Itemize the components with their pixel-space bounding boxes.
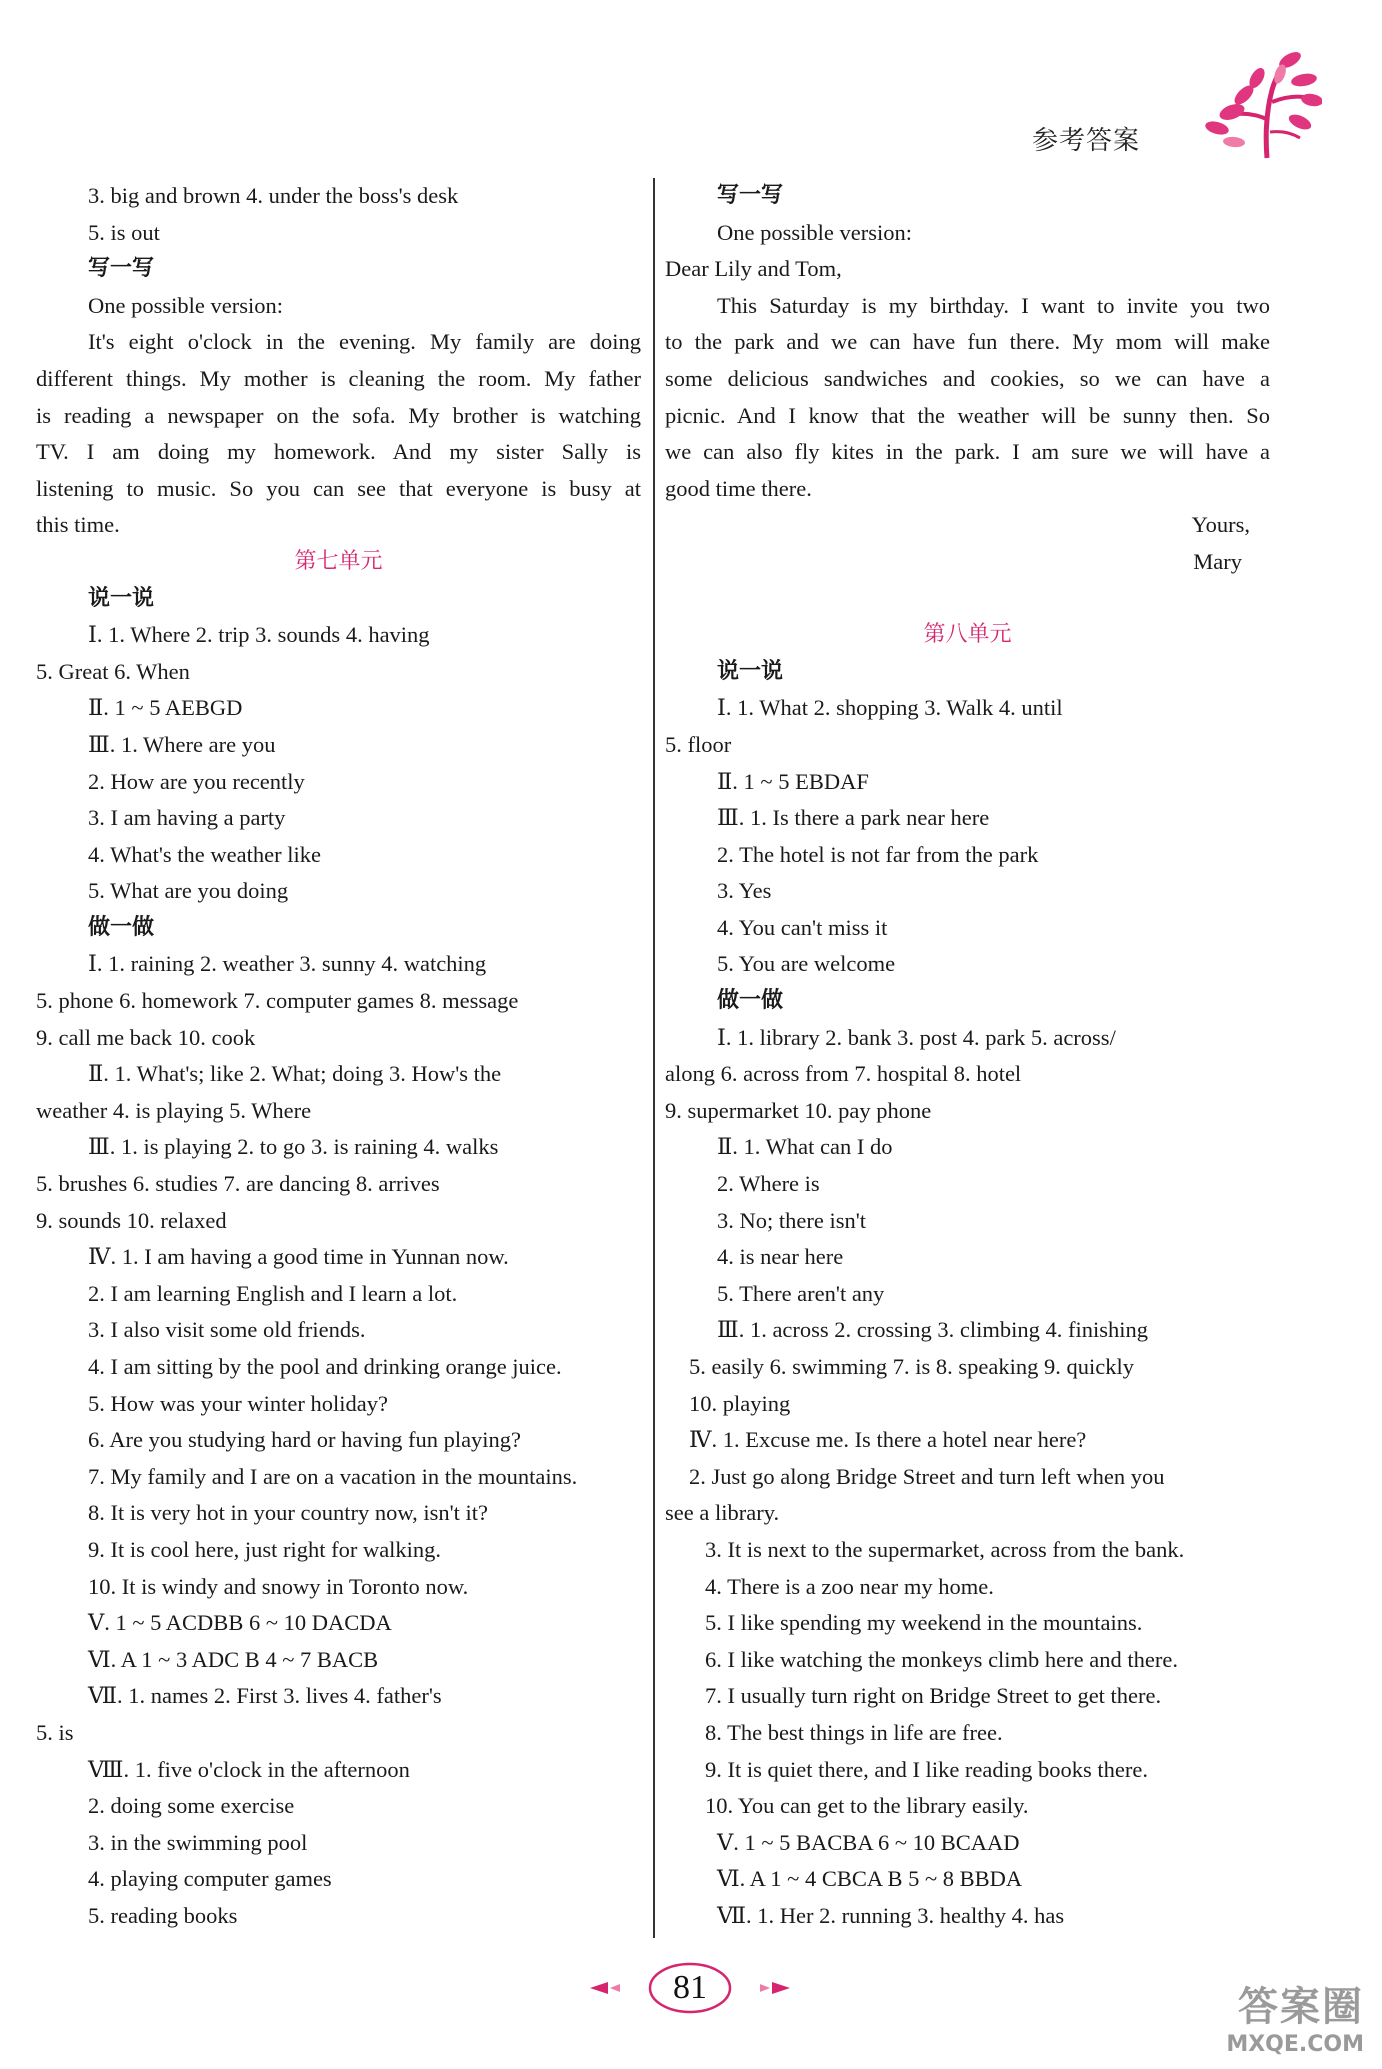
answer-line: 5. There aren't any (717, 1280, 885, 1306)
answer-line: Ⅰ. 1. library 2. bank 3. post 4. park 5. across/ (717, 1024, 1116, 1050)
paragraph-line: picnic. And I know that the weather will be sunny then. So (665, 402, 1270, 428)
answer-line: 4. playing computer games (88, 1866, 332, 1892)
answer-line: 4. There is a zoo near my home. (705, 1573, 994, 1599)
answer-line: 2. Just go along Bridge Street and turn left when you (689, 1463, 1165, 1489)
answer-line: Ⅲ. 1. Is there a park near here (717, 805, 990, 831)
answer-line: Ⅲ. 1. Where are you (88, 731, 276, 757)
answer-line: 3. I am having a party (88, 805, 286, 831)
page-number (580, 1960, 800, 2016)
answer-line: Ⅴ. 1 ~ 5 BACBA 6 ~ 10 BCAAD (717, 1829, 1020, 1855)
watermark-url: MXQE.COM (1226, 2032, 1364, 2057)
answer-line: 10. playing (689, 1390, 791, 1416)
answer-line: 3. in the swimming pool (88, 1829, 308, 1855)
answer-line: 4. What's the weather like (88, 841, 321, 867)
watermark (1226, 1975, 1364, 2057)
answer-line: 5. is out (88, 219, 160, 245)
answer-line: Ⅰ. 1. raining 2. weather 3. sunny 4. watching (88, 951, 487, 977)
answer-line: see a library. (665, 1500, 780, 1526)
answer-line: 9. supermarket 10. pay phone (665, 1097, 932, 1123)
answer-line: 2. The hotel is not far from the park (717, 841, 1039, 867)
answer-line: 5. You are welcome (717, 951, 896, 977)
letter-signature: Mary (1193, 548, 1242, 574)
paragraph-line: This Saturday is my birthday. I want to invite you two (717, 292, 1270, 318)
answer-line: Ⅱ. 1. What's; like 2. What; doing 3. How's the (88, 1061, 502, 1087)
answer-line: 5. I like spending my weekend in the mountains. (705, 1610, 1143, 1636)
answer-line: 4. I am sitting by the pool and drinking orange juice. (88, 1354, 562, 1379)
answer-line: Ⅰ. 1. What 2. shopping 3. Walk 4. until (717, 695, 1063, 721)
answer-line: 9. It is quiet there, and I like reading books there. (705, 1756, 1148, 1782)
answer-line: 3. big and brown 4. under the boss's desk (88, 183, 459, 208)
letter-closing: Yours, (1191, 512, 1250, 538)
answer-line: Ⅲ. 1. is playing 2. to go 3. is raining 4. walks (88, 1134, 499, 1160)
paragraph-line: listening to music. So you can see that everyone is busy at (36, 475, 641, 501)
answer-line: Ⅰ. 1. Where 2. trip 3. sounds 4. having (88, 622, 430, 648)
paragraph-line: is reading a newspaper on the sofa. My brother is watching (36, 402, 641, 428)
answer-line: Ⅶ. 1. Her 2. running 3. healthy 4. has (717, 1902, 1065, 1928)
unit-title: 第八单元 (923, 622, 1012, 648)
paragraph-line: this time. (36, 512, 120, 538)
answer-line: 5. easily 6. swimming 7. is 8. speaking 9. quickly (689, 1354, 1134, 1379)
answer-line: 3. Yes (717, 878, 772, 904)
answer-line: 2. How are you recently (88, 768, 305, 794)
answer-line: 7. I usually turn right on Bridge Street to get there. (705, 1683, 1162, 1709)
answer-line: along 6. across from 7. hospital 8. hotel (665, 1061, 1022, 1087)
right-column (665, 178, 1270, 1935)
answer-line: 6. I like watching the monkeys climb here and there. (705, 1646, 1178, 1672)
answer-line: 3. I also visit some old friends. (88, 1317, 366, 1343)
answer-line: 3. No; there isn't (717, 1207, 867, 1233)
answer-line: 7. My family and I are on a vacation in the mountains. (88, 1463, 578, 1489)
section-heading: 做一做 (717, 988, 784, 1014)
answer-line: 5. reading books (88, 1902, 238, 1928)
answer-line: 4. is near here (717, 1244, 844, 1270)
page-header (1032, 50, 1332, 170)
paragraph-line: TV. I am doing my homework. And my sister Sally is (36, 439, 641, 465)
answer-line: 2. Where is (717, 1171, 820, 1197)
left-column (36, 178, 641, 1935)
answer-line: Ⅶ. 1. names 2. First 3. lives 4. father's (88, 1683, 442, 1709)
paragraph-line: some delicious sandwiches and cookies, so we can have a (665, 365, 1270, 391)
answer-line: Ⅱ. 1 ~ 5 EBDAF (717, 768, 869, 794)
watermark-logo-text: 答案圈 (1238, 1984, 1364, 2030)
paragraph-line: It's eight o'clock in the evening. My family are doing (88, 329, 641, 355)
paragraph-line: different things. My mother is cleaning the room. My father (36, 365, 641, 391)
answer-line: 8. The best things in life are free. (705, 1719, 1003, 1745)
paragraph-line: good time there. (665, 475, 812, 501)
answer-line: 5. brushes 6. studies 7. are dancing 8. arrives (36, 1171, 440, 1197)
answer-line: 6. Are you studying hard or having fun playing? (88, 1427, 522, 1453)
answer-line: 9. sounds 10. relaxed (36, 1207, 227, 1233)
section-heading: 写一写 (717, 183, 784, 208)
answer-line: 9. It is cool here, just right for walking. (88, 1536, 442, 1562)
answer-line: Ⅳ. 1. Excuse me. Is there a hotel near here? (689, 1427, 1087, 1453)
answer-line: Ⅴ. 1 ~ 5 ACDBB 6 ~ 10 DACDA (88, 1610, 392, 1636)
answer-line: Ⅱ. 1 ~ 5 AEBGD (88, 695, 243, 721)
answer-line: 8. It is very hot in your country now, isn't it? (88, 1500, 489, 1526)
answer-line: 10. It is windy and snowy in Toronto now. (88, 1573, 469, 1599)
answer-line: 4. You can't miss it (717, 914, 888, 940)
answer-line: 10. You can get to the library easily. (705, 1793, 1029, 1819)
answer-line: 2. doing some exercise (88, 1793, 295, 1819)
section-heading: 写一写 (88, 256, 155, 282)
column-divider (653, 178, 655, 1938)
answer-line: Ⅵ. A 1 ~ 3 ADC B 4 ~ 7 BACB (88, 1646, 379, 1672)
letter-greeting: Dear Lily and Tom, (665, 256, 842, 282)
answer-line: One possible version: (717, 219, 912, 245)
tree-logo-icon (1172, 50, 1322, 160)
section-heading: 说一说 (717, 658, 784, 684)
page-number-text: 81 (673, 1969, 707, 2006)
paragraph-line: we can also fly kites in the park. I am sure we will have a (665, 439, 1270, 465)
answer-line: One possible version: (88, 292, 283, 318)
answer-line: 5. phone 6. homework 7. computer games 8. message (36, 988, 519, 1014)
answer-line: Ⅱ. 1. What can I do (717, 1134, 893, 1160)
answer-line: 2. I am learning English and I learn a lot. (88, 1280, 458, 1306)
answer-line: 5. What are you doing (88, 878, 289, 904)
answer-line: Ⅷ. 1. five o'clock in the afternoon (88, 1756, 410, 1782)
answer-line: Ⅵ. A 1 ~ 4 CBCA B 5 ~ 8 BBDA (717, 1866, 1023, 1892)
unit-title: 第七单元 (294, 548, 383, 574)
answer-line: 3. It is next to the supermarket, across from the bank. (705, 1536, 1185, 1562)
paragraph-line: to the park and we can have fun there. My mom will make (665, 329, 1270, 355)
answer-line: 5. Great 6. When (36, 658, 190, 684)
answer-line: 9. call me back 10. cook (36, 1024, 256, 1050)
answer-line: 5. How was your winter holiday? (88, 1390, 388, 1416)
answer-line: Ⅲ. 1. across 2. crossing 3. climbing 4. finishing (717, 1317, 1149, 1343)
answer-line: 5. floor (665, 731, 732, 757)
answer-line: weather 4. is playing 5. Where (36, 1097, 312, 1123)
answer-line: Ⅳ. 1. I am having a good time in Yunnan now. (88, 1244, 509, 1270)
section-heading: 说一说 (88, 585, 155, 611)
header-title: 参考答案 (1032, 126, 1141, 156)
section-heading: 做一做 (88, 914, 155, 940)
answer-line: 5. is (36, 1719, 74, 1745)
